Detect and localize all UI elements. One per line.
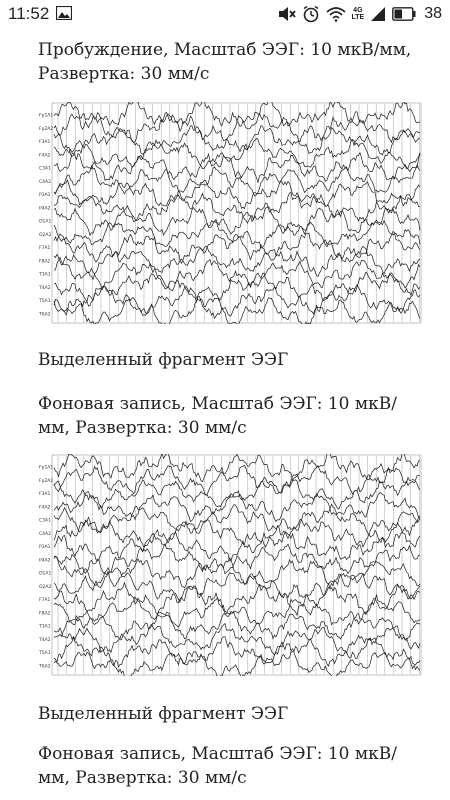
status-bar bbox=[0, 0, 450, 28]
eeg-channel-trace bbox=[54, 465, 420, 495]
eeg-channel-label: T6A2 bbox=[39, 664, 51, 670]
eeg-channel-label: O1A1 bbox=[39, 571, 52, 577]
eeg-channel-label: C4A2 bbox=[39, 531, 51, 537]
eeg-channel-trace bbox=[54, 112, 420, 143]
eeg-trace-graphic bbox=[38, 102, 422, 324]
section-caption: Фоновая запись, Масштаб ЭЭГ: 10 мкВ/мм, Развертка: 30 мм/с bbox=[38, 744, 397, 788]
eeg-channel-label: T5A1 bbox=[39, 299, 51, 305]
eeg-channel-label: F3A1 bbox=[39, 492, 51, 498]
status-time: 11:52 bbox=[8, 4, 50, 23]
figure-caption: Выделенный фрагмент ЭЭГ bbox=[38, 350, 289, 370]
image-icon bbox=[56, 6, 72, 20]
figure-caption: Выделенный фрагмент ЭЭГ bbox=[38, 704, 289, 724]
eeg-channel-label: C4A2 bbox=[39, 179, 51, 185]
eeg-channel-label: O2A2 bbox=[39, 584, 52, 590]
wifi-icon bbox=[326, 6, 346, 22]
eeg-channel-trace bbox=[54, 297, 420, 324]
eeg-channel-label: F4A2 bbox=[39, 505, 51, 511]
eeg-channel-label: C3A1 bbox=[39, 518, 51, 524]
eeg-channel-label: Fp2A2 bbox=[39, 126, 54, 132]
eeg-trace-graphic bbox=[38, 454, 422, 676]
eeg-channel-label: P3A1 bbox=[39, 545, 51, 551]
eeg-channel-label: O2A2 bbox=[39, 232, 52, 238]
eeg-recording-background bbox=[38, 454, 422, 676]
eeg-channel-label: Fp1A1 bbox=[39, 113, 54, 119]
eeg-channel-label: P4A2 bbox=[39, 558, 51, 564]
eeg-channel-trace bbox=[54, 492, 420, 522]
eeg-channel-trace bbox=[54, 583, 420, 616]
eeg-channel-trace bbox=[54, 219, 420, 248]
eeg-channel-label: P3A1 bbox=[39, 193, 51, 199]
mute-icon bbox=[278, 6, 296, 22]
eeg-channel-label: Fp1A1 bbox=[39, 465, 54, 471]
eeg-channel-trace bbox=[54, 138, 420, 169]
eeg-recording-awakening bbox=[38, 102, 422, 324]
section-caption: Пробуждение, Масштаб ЭЭГ: 10 мкВ/мм, Развертка: 30 мм/с bbox=[38, 40, 412, 84]
eeg-frame bbox=[52, 455, 421, 675]
eeg-channel-label: F7A1 bbox=[39, 246, 51, 252]
eeg-channel-trace bbox=[54, 544, 420, 574]
eeg-channel-label: F8A2 bbox=[39, 611, 51, 617]
battery-level: 38 bbox=[424, 5, 442, 22]
eeg-channel-label: Fp2A2 bbox=[39, 478, 54, 484]
eeg-channel-label: T6A2 bbox=[39, 312, 51, 318]
eeg-channel-label: T4A2 bbox=[39, 637, 51, 643]
eeg-channel-label: F3A1 bbox=[39, 140, 51, 146]
eeg-channel-label: F8A2 bbox=[39, 259, 51, 265]
network-type: 4G LTE bbox=[351, 7, 365, 21]
eeg-channel-label: T4A2 bbox=[39, 285, 51, 291]
eeg-channel-label: C3A1 bbox=[39, 166, 51, 172]
eeg-channel-label: T3A1 bbox=[39, 272, 51, 278]
eeg-channel-trace bbox=[54, 165, 420, 196]
eeg-channel-label: T3A1 bbox=[39, 624, 51, 630]
eeg-channel-trace bbox=[54, 517, 420, 547]
section-caption: Фоновая запись, Масштаб ЭЭГ: 10 мкВ/мм, Развертка: 30 мм/с bbox=[38, 394, 397, 438]
eeg-channel-trace bbox=[54, 504, 420, 535]
eeg-channel-trace bbox=[54, 180, 420, 209]
alarm-icon bbox=[302, 5, 320, 23]
eeg-channel-trace bbox=[54, 480, 420, 510]
eeg-channel-trace bbox=[54, 285, 420, 316]
eeg-channel-label: T5A1 bbox=[39, 651, 51, 657]
eeg-channel-label: F7A1 bbox=[39, 598, 51, 604]
eeg-channel-trace bbox=[54, 612, 420, 640]
eeg-channel-trace bbox=[54, 571, 420, 602]
eeg-channel-label: P4A2 bbox=[39, 206, 51, 212]
eeg-channel-trace bbox=[54, 651, 420, 676]
battery-icon bbox=[392, 7, 416, 21]
eeg-channel-label: F4A2 bbox=[39, 153, 51, 159]
eeg-channel-trace bbox=[54, 231, 420, 263]
eeg-channel-trace bbox=[54, 126, 420, 157]
eeg-channel-label: O1A1 bbox=[39, 219, 52, 225]
signal-icon bbox=[370, 6, 386, 22]
eeg-channel-trace bbox=[54, 272, 420, 302]
eeg-channel-trace bbox=[54, 624, 420, 655]
